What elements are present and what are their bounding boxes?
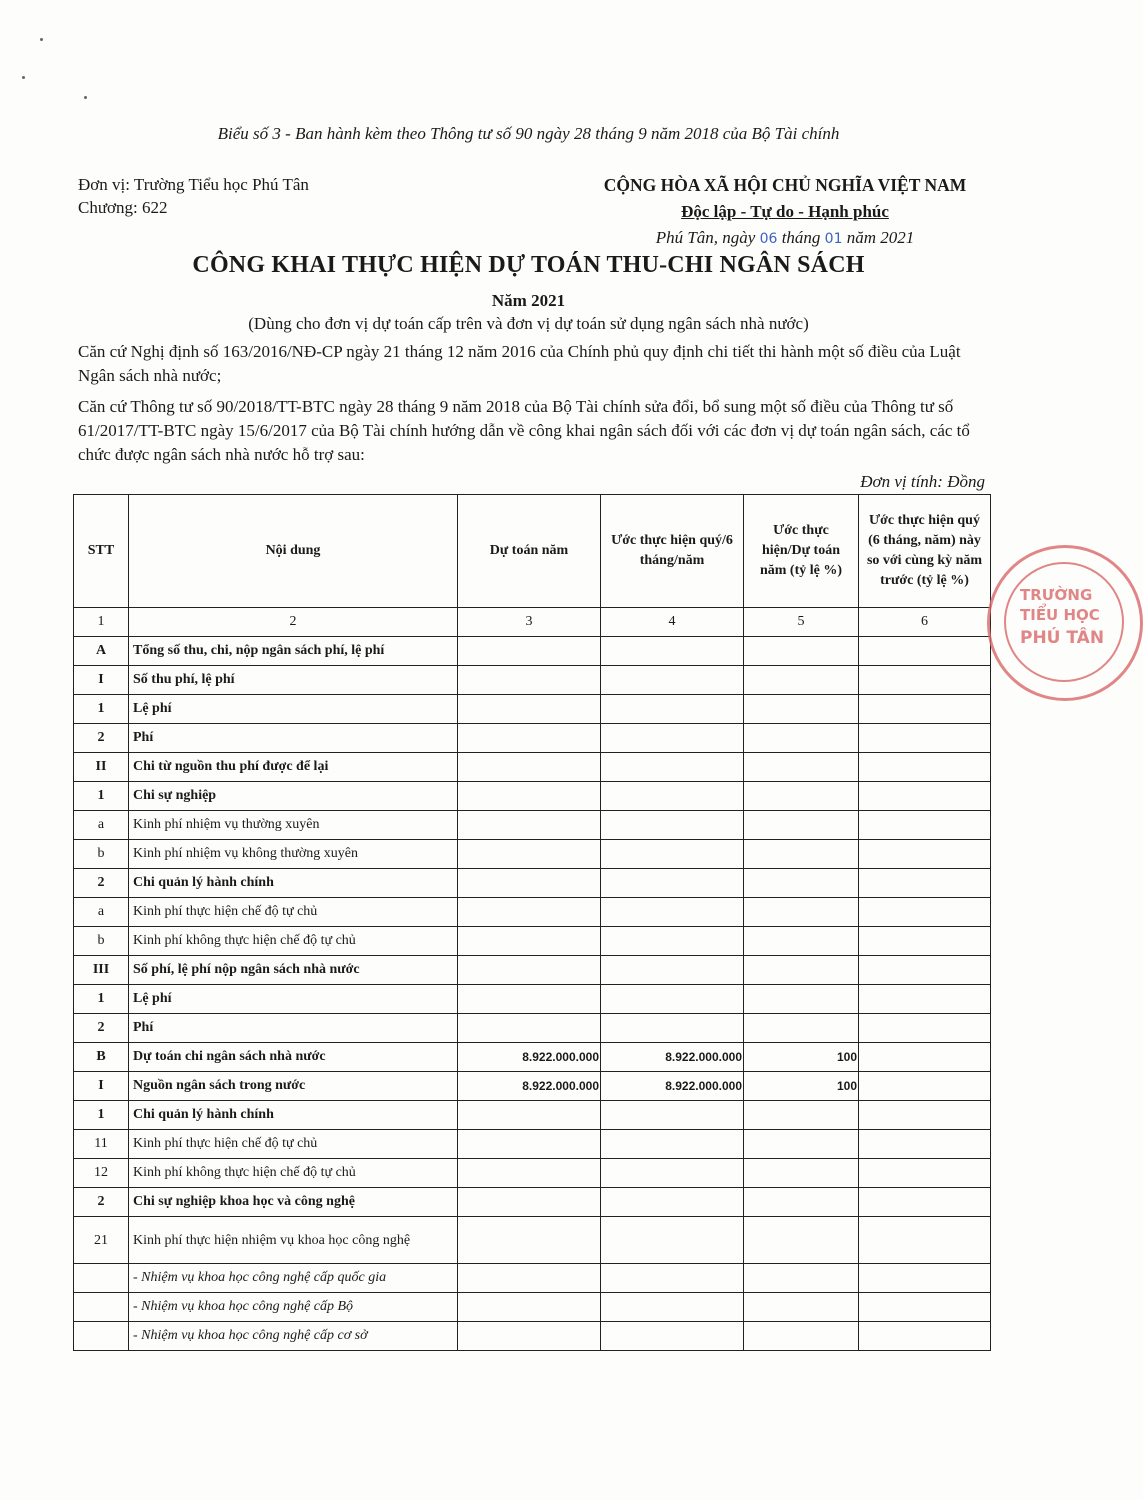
cell-actual xyxy=(601,1293,744,1322)
column-number: 2 xyxy=(129,608,458,637)
cell-ratio xyxy=(744,1293,859,1322)
cell-estimate: 8.922.000.000 xyxy=(458,1072,601,1101)
cell-stt: I xyxy=(74,1072,129,1101)
cell-stt: 21 xyxy=(74,1217,129,1264)
cell-ratio xyxy=(744,869,859,898)
table-body xyxy=(74,637,991,1351)
form-reference-note: Biểu số 3 - Ban hành kèm theo Thông tư số 90 ngày 28 tháng 9 năm 2018 của Bộ Tài chính xyxy=(217,124,840,143)
cell-content: Chi sự nghiệp khoa học và công nghệ xyxy=(129,1188,458,1217)
table-row xyxy=(74,1322,991,1351)
cell-actual xyxy=(601,840,744,869)
cell-estimate xyxy=(458,637,601,666)
cell-content: Chi quản lý hành chính xyxy=(129,1101,458,1130)
cell-content: Nguồn ngân sách trong nước xyxy=(129,1072,458,1101)
scan-speck xyxy=(40,38,43,41)
table-row xyxy=(74,724,991,753)
national-title: CỘNG HÒA XÃ HỘI CHỦ NGHĨA VIỆT NAM xyxy=(603,175,967,195)
cell-content: Kinh phí nhiệm vụ thường xuyên xyxy=(129,811,458,840)
cell-content: - Nhiệm vụ khoa học công nghệ cấp quốc gia xyxy=(129,1264,458,1293)
cell-estimate xyxy=(458,985,601,1014)
cell-ratio xyxy=(744,985,859,1014)
table-row xyxy=(74,927,991,956)
cell-yoy xyxy=(859,811,991,840)
cell-content: Kinh phí không thực hiện chế độ tự chủ xyxy=(129,1159,458,1188)
cell-estimate xyxy=(458,724,601,753)
cell-content: Kinh phí thực hiện chế độ tự chủ xyxy=(129,1130,458,1159)
column-number: 4 xyxy=(601,608,744,637)
cell-actual xyxy=(601,666,744,695)
cell-content: Lệ phí xyxy=(129,985,458,1014)
table-row xyxy=(74,956,991,985)
cell-estimate xyxy=(458,898,601,927)
cell-ratio xyxy=(744,1264,859,1293)
cell-actual xyxy=(601,956,744,985)
cell-ratio xyxy=(744,1188,859,1217)
cell-actual xyxy=(601,782,744,811)
cell-actual xyxy=(601,1322,744,1351)
cell-estimate xyxy=(458,1159,601,1188)
cell-ratio xyxy=(744,811,859,840)
cell-stt: 12 xyxy=(74,1159,129,1188)
cell-content: - Nhiệm vụ khoa học công nghệ cấp cơ sở xyxy=(129,1322,458,1351)
cell-actual xyxy=(601,753,744,782)
cell-content: Tổng số thu, chi, nộp ngân sách phí, lệ phí xyxy=(129,637,458,666)
cell-estimate xyxy=(458,1101,601,1130)
cell-estimate xyxy=(458,666,601,695)
cell-stt: I xyxy=(74,666,129,695)
cell-yoy xyxy=(859,724,991,753)
date-month-handwritten: 01 xyxy=(824,231,843,247)
cell-estimate xyxy=(458,1264,601,1293)
cell-content: Chi từ nguồn thu phí được để lại xyxy=(129,753,458,782)
document-year: Năm 2021 xyxy=(491,291,566,310)
cell-content: Phí xyxy=(129,1014,458,1043)
cell-estimate: 8.922.000.000 xyxy=(458,1043,601,1072)
cell-ratio: 100 xyxy=(744,1072,859,1101)
currency-unit-note: Đơn vị tính: Đồng xyxy=(860,472,985,491)
table-row xyxy=(74,1188,991,1217)
cell-ratio xyxy=(744,898,859,927)
header-actual: Ước thực hiện quý/6 tháng/năm xyxy=(601,495,744,608)
cell-content: Số phí, lệ phí nộp ngân sách nhà nước xyxy=(129,956,458,985)
seal-line: PHÚ TÂN xyxy=(1020,628,1105,648)
cell-yoy xyxy=(859,927,991,956)
cell-actual xyxy=(601,927,744,956)
cell-actual xyxy=(601,898,744,927)
cell-stt: 2 xyxy=(74,869,129,898)
cell-yoy xyxy=(859,1072,991,1101)
date-month-word: tháng xyxy=(777,228,825,247)
cell-stt xyxy=(74,1264,129,1293)
table-header-row xyxy=(74,495,991,608)
table-row xyxy=(74,985,991,1014)
cell-ratio: 100 xyxy=(744,1043,859,1072)
budget-table xyxy=(73,494,991,1351)
cell-content: Lệ phí xyxy=(129,695,458,724)
column-number: 3 xyxy=(458,608,601,637)
column-number: 6 xyxy=(859,608,991,637)
cell-yoy xyxy=(859,840,991,869)
cell-content: Dự toán chi ngân sách nhà nước xyxy=(129,1043,458,1072)
cell-ratio xyxy=(744,927,859,956)
legal-basis-circular: Căn cứ Thông tư số 90/2018/TT-BTC ngày 28 tháng 9 năm 2018 của Bộ Tài chính sửa đổi, bổ sung một số điều của Thông tư số 61/2017/TT-BTC ngày 15/6/2017 của Bộ Tài chính hướng dẫn về công khai ngân sách đối với các đơn vị dự toán ngân sách, các tổ chức được ngân sách nhà nước hỗ trợ sau: xyxy=(78,397,970,464)
cell-actual xyxy=(601,1264,744,1293)
cell-actual xyxy=(601,1130,744,1159)
cell-content: - Nhiệm vụ khoa học công nghệ cấp Bộ xyxy=(129,1293,458,1322)
national-motto: Độc lập - Tự do - Hạnh phúc xyxy=(681,202,889,221)
cell-yoy xyxy=(859,1159,991,1188)
unit-name: Đơn vị: Trường Tiểu học Phú Tân xyxy=(78,175,309,194)
issuing-unit-block xyxy=(78,173,309,219)
cell-yoy xyxy=(859,898,991,927)
cell-actual xyxy=(601,1101,744,1130)
cell-estimate xyxy=(458,782,601,811)
cell-ratio xyxy=(744,666,859,695)
cell-stt: b xyxy=(74,840,129,869)
seal-line: TIỂU HỌC xyxy=(1020,606,1100,624)
document-title: CÔNG KHAI THỰC HIỆN DỰ TOÁN THU-CHI NGÂN SÁCH xyxy=(192,252,865,278)
cell-actual: 8.922.000.000 xyxy=(601,1043,744,1072)
table-row xyxy=(74,666,991,695)
cell-stt: a xyxy=(74,811,129,840)
cell-yoy xyxy=(859,637,991,666)
cell-ratio xyxy=(744,1101,859,1130)
cell-stt xyxy=(74,1293,129,1322)
cell-stt: 2 xyxy=(74,1014,129,1043)
cell-estimate xyxy=(458,956,601,985)
cell-estimate xyxy=(458,695,601,724)
cell-yoy xyxy=(859,1130,991,1159)
scan-speck xyxy=(84,96,87,99)
table-row xyxy=(74,637,991,666)
cell-yoy xyxy=(859,695,991,724)
cell-estimate xyxy=(458,1188,601,1217)
header-estimate: Dự toán năm xyxy=(458,495,601,608)
column-number-row xyxy=(74,608,991,637)
cell-actual xyxy=(601,1159,744,1188)
cell-stt: 1 xyxy=(74,985,129,1014)
cell-content: Chi quản lý hành chính xyxy=(129,869,458,898)
cell-yoy xyxy=(859,753,991,782)
cell-estimate xyxy=(458,811,601,840)
cell-actual xyxy=(601,637,744,666)
cell-estimate xyxy=(458,927,601,956)
cell-yoy xyxy=(859,1322,991,1351)
table-row xyxy=(74,1101,991,1130)
cell-ratio xyxy=(744,1322,859,1351)
date-day-handwritten: 06 xyxy=(759,231,778,247)
date-year: năm 2021 xyxy=(842,228,915,247)
cell-content: Số thu phí, lệ phí xyxy=(129,666,458,695)
cell-actual xyxy=(601,869,744,898)
date-prefix: Phú Tân, ngày xyxy=(655,228,760,247)
cell-stt: 2 xyxy=(74,1188,129,1217)
table-row xyxy=(74,1159,991,1188)
cell-actual xyxy=(601,1014,744,1043)
table-row xyxy=(74,898,991,927)
cell-ratio xyxy=(744,1130,859,1159)
cell-stt: B xyxy=(74,1043,129,1072)
cell-ratio xyxy=(744,1217,859,1264)
cell-stt: b xyxy=(74,927,129,956)
official-seal xyxy=(987,545,1143,701)
header-stt: STT xyxy=(74,495,129,608)
cell-ratio xyxy=(744,753,859,782)
cell-yoy xyxy=(859,1014,991,1043)
table-row xyxy=(74,1217,991,1264)
cell-yoy xyxy=(859,1101,991,1130)
cell-stt: 1 xyxy=(74,1101,129,1130)
cell-ratio xyxy=(744,956,859,985)
cell-ratio xyxy=(744,724,859,753)
cell-yoy xyxy=(859,1188,991,1217)
place-and-date xyxy=(540,228,1030,248)
cell-stt: 11 xyxy=(74,1130,129,1159)
column-number: 1 xyxy=(74,608,129,637)
table-row xyxy=(74,811,991,840)
cell-estimate xyxy=(458,1293,601,1322)
cell-actual xyxy=(601,811,744,840)
legal-basis-decree: Căn cứ Nghị định số 163/2016/NĐ-CP ngày 21 tháng 12 năm 2016 của Chính phủ quy định chi tiết thi hành một số điều của Luật Ngân sách nhà nước; xyxy=(78,342,961,385)
cell-estimate xyxy=(458,1014,601,1043)
cell-yoy xyxy=(859,869,991,898)
cell-yoy xyxy=(859,1217,991,1264)
table-row xyxy=(74,840,991,869)
cell-content: Chi sự nghiệp xyxy=(129,782,458,811)
cell-ratio xyxy=(744,695,859,724)
seal-line: TRƯỜNG xyxy=(1020,586,1093,604)
cell-yoy xyxy=(859,1043,991,1072)
cell-estimate xyxy=(458,869,601,898)
cell-ratio xyxy=(744,840,859,869)
cell-stt: 2 xyxy=(74,724,129,753)
cell-stt: III xyxy=(74,956,129,985)
cell-content: Phí xyxy=(129,724,458,753)
cell-actual xyxy=(601,985,744,1014)
scan-speck xyxy=(22,76,25,79)
cell-actual xyxy=(601,1217,744,1264)
cell-ratio xyxy=(744,637,859,666)
cell-content: Kinh phí nhiệm vụ không thường xuyên xyxy=(129,840,458,869)
cell-stt: 1 xyxy=(74,782,129,811)
table-row xyxy=(74,782,991,811)
table-row xyxy=(74,869,991,898)
cell-yoy xyxy=(859,1264,991,1293)
cell-estimate xyxy=(458,1130,601,1159)
table-row xyxy=(74,1072,991,1101)
cell-yoy xyxy=(859,956,991,985)
table-row xyxy=(74,1014,991,1043)
table-row xyxy=(74,1264,991,1293)
cell-stt: a xyxy=(74,898,129,927)
cell-estimate xyxy=(458,753,601,782)
cell-ratio xyxy=(744,1014,859,1043)
cell-estimate xyxy=(458,1217,601,1264)
cell-stt xyxy=(74,1322,129,1351)
cell-estimate xyxy=(458,1322,601,1351)
cell-content: Kinh phí thực hiện chế độ tự chủ xyxy=(129,898,458,927)
cell-content: Kinh phí không thực hiện chế độ tự chủ xyxy=(129,927,458,956)
cell-actual xyxy=(601,695,744,724)
usage-note: (Dùng cho đơn vị dự toán cấp trên và đơn vị dự toán sử dụng ngân sách nhà nước) xyxy=(248,314,809,333)
cell-yoy xyxy=(859,666,991,695)
cell-stt: II xyxy=(74,753,129,782)
table-row xyxy=(74,1130,991,1159)
cell-estimate xyxy=(458,840,601,869)
cell-yoy xyxy=(859,1293,991,1322)
header-yoy: Ước thực hiện quý (6 tháng, năm) này so với cùng kỳ năm trước (tỷ lệ %) xyxy=(859,495,991,608)
table-row xyxy=(74,695,991,724)
cell-actual: 8.922.000.000 xyxy=(601,1072,744,1101)
cell-content: Kinh phí thực hiện nhiệm vụ khoa học công nghệ xyxy=(129,1217,458,1264)
table-row xyxy=(74,1293,991,1322)
header-ratio: Ước thực hiện/Dự toán năm (tỷ lệ %) xyxy=(744,495,859,608)
cell-actual xyxy=(601,724,744,753)
cell-stt: 1 xyxy=(74,695,129,724)
column-number: 5 xyxy=(744,608,859,637)
table-row xyxy=(74,753,991,782)
cell-stt: A xyxy=(74,637,129,666)
cell-ratio xyxy=(744,782,859,811)
table-row xyxy=(74,1043,991,1072)
cell-yoy xyxy=(859,782,991,811)
header-content: Nội dung xyxy=(129,495,458,608)
unit-chapter: Chương: 622 xyxy=(78,198,168,217)
cell-actual xyxy=(601,1188,744,1217)
cell-ratio xyxy=(744,1159,859,1188)
cell-yoy xyxy=(859,985,991,1014)
